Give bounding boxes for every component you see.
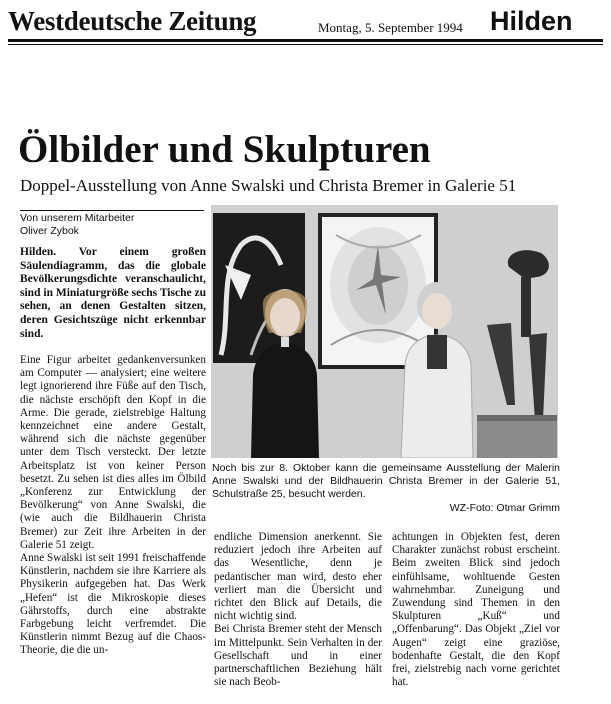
article-headline: Ölbilder und Skulpturen [18, 128, 431, 171]
photo-credit: WZ-Foto: Otmar Grimm [449, 502, 560, 514]
paragraph: Eine Figur arbeitet gedankenversunken am Computer — analysiert; eine weitere legt ignorierend ihre Füße auf den Tisch, die nächste erschöpft den Kopf in die Arme. Die gerade, zielstrebige Haltung kennzeichnet eine andere Gestalt, während sich die nächste gegenüber unter dem Tisch versteckt. Der letzte Arbeitsplatz ist von keiner Person besetzt. Zu sehen ist dies alles im Ölbild „Konferenz zur Entwicklung der Bevölkerung“ von Anne Swalski, die (wie auch die Bildhauerin Christa Bremer) zur Zeit ihre Arbeiten in der Galerie 51 zeigt. [20, 354, 206, 551]
article-lead: Hilden. Vor einem großen Säulendiagramm, das die globale Bevölkerungsdichte veranschaulicht, sind in Miniaturgröße sechs Tische zu sehen, an denen Gestalten sitzen, deren Gesichtszüge nicht erkennbar sind. [20, 246, 206, 340]
column-2 [214, 531, 382, 689]
paragraph: endliche Dimension anerkennt. Sie reduziert jedoch ihre Arbeiten auf das Wesentliche, denn je pedantischer man wird, desto eher verliert man die Übersicht und richtet den Blick auf Details, die nicht wichtig sind. [214, 531, 382, 623]
byline-prefix: Von unserem Mitarbeiter [20, 212, 135, 224]
byline [20, 212, 200, 238]
issue-date: Montag, 5. September 1994 [318, 20, 463, 35]
paragraph: Bei Christa Bremer steht der Mensch im Mittelpunkt. Sein Verhalten in der Gesellschaft und in einer partnerschaftlichen Beziehung hält sie nach Beob- [214, 623, 382, 689]
byline-rule [20, 210, 204, 211]
column-3 [392, 531, 560, 689]
newspaper-name: Westdeutsche Zeitung [8, 6, 257, 36]
byline-author: Oliver Zybok [20, 225, 79, 237]
masthead-rule-thin [8, 44, 603, 45]
exhibition-photo [211, 205, 558, 458]
photo-caption: Noch bis zur 8. Oktober kann die gemeinsame Ausstellung der Malerin Anne Swalski und der Bildhauerin Christa Bremer in der Galerie 51, Schulstraße 25, besucht werden. [212, 462, 560, 500]
local-edition: Hilden [490, 6, 573, 36]
paragraph: Anne Swalski ist seit 1991 freischaffende Künstlerin, nachdem sie ihre Karriere als Physikerin aufgegeben hat. Das Werk „Hefen“ ist die Mikroskopie dieses Gährstoffs, durch eine abstrakte Farbgebung leicht verfremdet. Die Künstlerin nimmt Bezug auf die Chaos-Theorie, die die un- [20, 552, 206, 657]
column-1 [20, 354, 206, 658]
paragraph: achtungen in Objekten fest, deren Charakter zunächst robust erscheint. Beim zweiten Blick sind jedoch einfühlsame, wohltuende Gesten wahrnehmbar. Zuneigung und Zuwendung sind Themen in den Skulpturen „Kuß“ und „Offenbarung“. Das Objekt „Ziel vor Augen“ zeigt eine graziöse, bodenhafte Gestalt, die den Kopf frei, zielstrebig nach vorne gerichtet hat. [392, 531, 560, 689]
article-subheadline: Doppel-Ausstellung von Anne Swalski und Christa Bremer in Galerie 51 [20, 176, 517, 195]
masthead-rule [8, 39, 603, 42]
